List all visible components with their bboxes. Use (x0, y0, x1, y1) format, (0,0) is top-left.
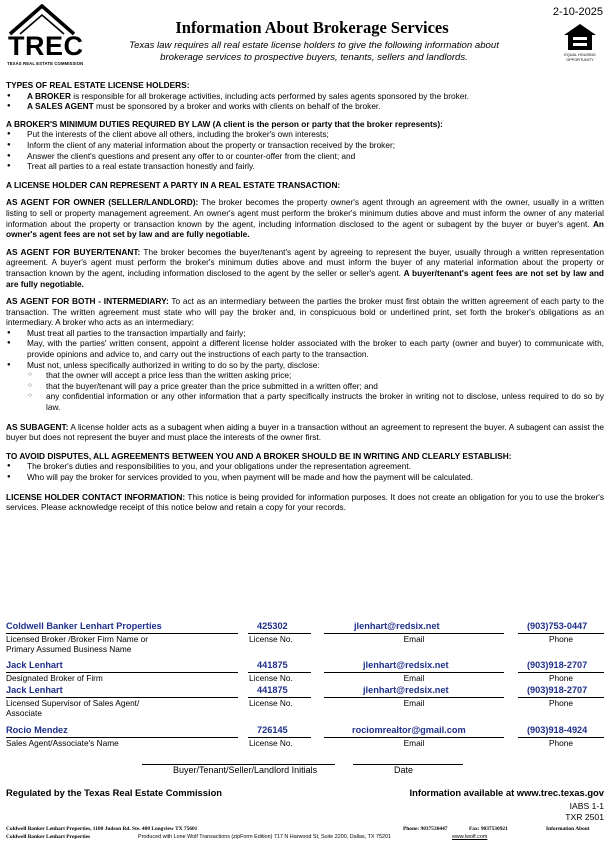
trec-logo-text: TREC (8, 31, 84, 61)
email-label: Email (403, 738, 425, 748)
list-item: ● A BROKER is responsible for all brokerage activities, including acts performed by sales agents sponsored by the broker. (6, 91, 604, 102)
intermediary-paragraph: AS AGENT FOR BOTH - INTERMEDIARY: To act as an intermediary between the parties the broker must first obtain the written agreement of each party to the transaction. The written agreement must state who will pay the broker and, in conspicuous bold or underlined print, set forth the broker's obligations as an intermediary. A broker who acts as an intermediary: (6, 296, 604, 328)
buyer-paragraph: AS AGENT FOR BUYER/TENANT: The broker becomes the buyer/tenant's agent by agreeing to represent the buyer, usually through a written representation agreement. A buyer's agent must perform the broker's minimum duties above and must inform the buyer of any material information about the property or transaction known by the agent, including information disclosed to the agent by the seller or seller's agent. A buyer/tenant's agent fees are not set by law and are fully negotiable. (6, 246, 604, 289)
document-body (6, 80, 604, 513)
form-codes: IABS 1-1 TXR 2501 (565, 801, 604, 822)
trec-logo-subtext: TEXAS REAL ESTATE COMMISSION (7, 61, 84, 66)
represent-heading: A LICENSE HOLDER CAN REPRESENT A PARTY IN A REAL ESTATE TRANSACTION: (6, 179, 341, 190)
license-label: License No. (249, 738, 293, 748)
intermediary-list (6, 328, 604, 370)
list-item: ● Must treat all parties to the transaction impartially and fairly; (6, 328, 604, 339)
contact-name: Rocio Mendez (6, 725, 68, 735)
contact-email: rociomrealtor@gmail.com (352, 725, 466, 735)
producer-firm: Coldwell Banker Lenhart Properties (6, 834, 91, 840)
license-label: License No. (249, 673, 293, 683)
contact-row-sales-agent (6, 725, 604, 755)
contact-license: 441875 (257, 685, 288, 695)
list-item: ○ that the buyer/tenant will pay a price greater than the price submitted in a written offer; and (6, 381, 604, 392)
contact-info-paragraph: LICENSE HOLDER CONTACT INFORMATION: This notice is being provided for information purposes. It does not create an obligation for you to use the broker's services. Please acknowledge receipt of this notice below and retain a copy for your records. (6, 491, 604, 513)
email-label: Email (403, 673, 425, 683)
list-item: ● Treat all parties to a real estate transaction honestly and fairly. (6, 161, 604, 172)
equal-housing-icon (560, 22, 600, 70)
phone-label: Phone (549, 634, 573, 644)
list-item: ● Who will pay the broker for services provided to you, when payment will be made and how the payment will be calculated. (6, 472, 604, 483)
contact-license: 425302 (257, 621, 288, 631)
role-label: Sales Agent/Associate's Name (6, 738, 119, 748)
contact-email: jlenhart@redsix.net (363, 660, 449, 670)
contact-email: jlenhart@redsix.net (363, 685, 449, 695)
firm-address: Coldwell Banker Lenhart Properties, 1100 Judson Rd. Ste. 400 Longview TX 75601 (6, 826, 198, 832)
owner-paragraph: AS AGENT FOR OWNER (SELLER/LANDLORD): The broker becomes the property owner's agent through an agreement with the owner, usually in a written listing to sell or property management agreement. An owner's agent must perform the broker's minimum duties above and must inform the owner of any material information about the property or transaction known by the agent, including information disclosed to the agent or subagent by the buyer or buyer's agent. An owner's agent fees are not set by law and are fully negotiable. (6, 197, 604, 240)
initials-label: Buyer/Tenant/Seller/Landlord Initials (173, 765, 318, 775)
contact-phone: (903)918-2707 (527, 685, 588, 695)
types-heading: TYPES OF REAL ESTATE LICENSE HOLDERS: (6, 80, 190, 90)
contact-row-broker (6, 621, 604, 654)
disputes-heading: TO AVOID DISPUTES, ALL AGREEMENTS BETWEEN YOU AND A BROKER SHOULD BE IN WRITING AND CLEARLY ESTABLISH: (6, 450, 512, 461)
firm-fax: Fax: 9037530921 (469, 826, 508, 832)
contact-license: 726145 (257, 725, 288, 735)
phone-label: Phone (549, 673, 573, 683)
page-subtitle: Texas law requires all real estate license holders to give the following information about brokerage services to prospective buyers, tenants, sellers and landlords. (129, 40, 499, 63)
contact-phone: (903)918-4924 (527, 725, 588, 735)
doc-name: Information About (546, 826, 590, 832)
list-item: ○ that the owner will accept a price less than the written asking price; (6, 370, 604, 381)
contact-phone: (903)918-2707 (527, 660, 588, 670)
produced-with-text: Produced with Lone Wolf Transactions (zipForm Edition) 717 N Harwood St, Suite 2200, Dallas, TX 75201 (138, 834, 391, 840)
phone-label: Phone (549, 698, 573, 708)
email-label: Email (403, 634, 425, 644)
contact-row-supervisor (6, 685, 604, 718)
contact-name: Jack Lenhart (6, 660, 63, 670)
email-label: Email (403, 698, 425, 708)
contact-name: Coldwell Banker Lenhart Properties (6, 621, 162, 631)
regulated-by-text: Regulated by the Texas Real Estate Commission (6, 787, 223, 798)
list-item: ○ any confidential information or any other information that a party specifically instructs the broker in writing not to disclose, unless required to do so by law. (6, 391, 604, 412)
license-label: License No. (249, 698, 293, 708)
intermediary-sub-list (6, 370, 604, 412)
license-label: License No. (249, 634, 293, 644)
contact-license: 441875 (257, 660, 288, 670)
list-item: ● Put the interests of the client above all others, including the broker's own interests; (6, 129, 604, 140)
date-label: Date (394, 765, 414, 775)
contact-name: Jack Lenhart (6, 685, 63, 695)
list-item: ● Inform the client of any material information about the property or transaction received by the broker; (6, 140, 604, 151)
phone-label: Phone (549, 738, 573, 748)
info-link[interactable]: Information available at www.trec.texas.gov (409, 787, 604, 798)
list-item: ● Must not, unless specifically authorized in writing to do so by the party, disclose: (6, 360, 604, 371)
types-list (6, 91, 604, 112)
contact-phone: (903)753-0447 (527, 621, 588, 631)
lwolf-link[interactable]: www.lwolf.com (452, 834, 488, 840)
duties-list (6, 129, 604, 171)
role-label: Licensed Broker /Broker Firm Name or Primary Assumed Business Name (6, 634, 149, 654)
role-label: Licensed Supervisor of Sales Agent/ Associate (6, 698, 140, 718)
list-item: ● Answer the client's questions and present any offer to or counter-offer from the client; and (6, 151, 604, 162)
list-item: ● A SALES AGENT must be sponsored by a broker and works with clients on behalf of the broker. (6, 101, 604, 112)
form-date: 2-10-2025 (552, 6, 603, 18)
role-label: Designated Broker of Firm (6, 673, 103, 683)
list-item: ● May, with the parties' written consent, appoint a different license holder associated with the broker to each party (owner and buyer) to communicate with, provide opinions and advice to, and carry out the instructions of each party to the transaction. (6, 338, 604, 359)
disputes-list (6, 461, 604, 482)
firm-phone: Phone: 9037530447 (403, 826, 448, 832)
contact-email: jlenhart@redsix.net (354, 621, 440, 631)
page-title: Information About Brokerage Services (175, 18, 449, 37)
list-item: ● The broker's duties and responsibilities to you, and your obligations under the representation agreement. (6, 461, 604, 472)
subagent-paragraph: AS SUBAGENT: A license holder acts as a subagent when aiding a buyer in a transaction without an agreement to represent the buyer. A subagent can assist the buyer but does not represent the buyer and must place the interests of the owner first. (6, 421, 604, 443)
duties-heading: A BROKER'S MINIMUM DUTIES REQUIRED BY LAW (A client is the person or party that the broker represents): (6, 118, 443, 129)
equal-housing-text: EQUAL HOUSING OPPORTUNITY (564, 53, 596, 62)
